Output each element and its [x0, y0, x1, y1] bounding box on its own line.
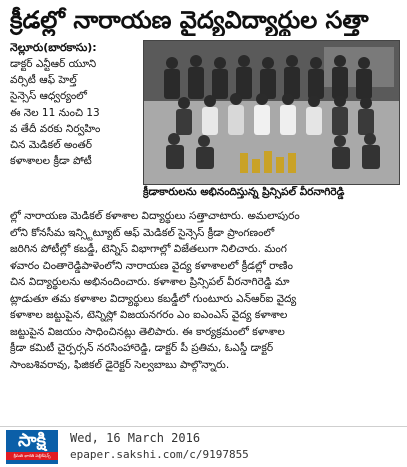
body-line: ల్లో నారాయణ మెడికల్ కళాశాల విద్యార్థులు సత్తాచాటారు. అమలాపురం	[10, 210, 300, 222]
body-line: చిన విద్యార్థులను అభినందించారు. కళాశాల ప్రిన్సిపల్ వీరనాగిరెడ్డి మా	[10, 276, 290, 288]
footer-bar	[0, 426, 407, 467]
body-line: జరిగిన పోటీల్లో కబడ్డీ, టెన్నిస్ విభాగాల్లో విజేతలుగా నిలిచారు. మంగ	[10, 243, 287, 255]
intro-line: సైన్సెస్ ఆధ్వర్యంలో	[10, 90, 87, 103]
article-intro	[10, 56, 138, 169]
intro-line: కళాశాలల క్రీడా పోటీ	[10, 155, 92, 168]
body-line: జట్టుపైన విజయం సాధించినట్లు తెలిపారు. ఈ కార్యక్రమంలో కళాశాల	[10, 325, 285, 338]
body-line: లోని కోనసీమ ఇన్స్టిట్యూట్ ఆఫ్ మెడికల్ సైన్సెస్ క్రీడా ప్రాంగణంలో	[10, 226, 275, 239]
body-line: సాంబశివరావు, ఫిజికల్ డైరెక్టర్ సెల్వబాబు పాల్గొన్నారు.	[10, 358, 230, 371]
body-line: కళాశాల జట్టుపైన, టెన్నిస్లో విజయనగరం ఎం ఐఎంఎస్ వైద్య కళాశాల	[10, 309, 288, 321]
intro-line: ఈ నెల 11 నుంచి 13	[10, 106, 100, 119]
intro-line: వ తేదీ వరకు నిర్వహిం	[10, 122, 101, 135]
team-photo-illustration	[144, 41, 399, 184]
article-dateline: నెల్లూరు(బారకాసు):	[10, 41, 97, 54]
sakshi-logo	[6, 430, 58, 464]
article-headline: క్రీడల్లో నారాయణ వైద్యవిద్యార్థుల సత్తా	[10, 5, 369, 34]
intro-line: డాక్టర్ ఎన్టీఆర్ యూని	[10, 58, 97, 70]
body-line: క్రీడా కమిటీ చైర్పర్సన్ నరసింహారెడ్డి, డాక్టర్ పీ ప్రతిమ, ఓఎస్డీ డాక్టర్	[10, 342, 274, 354]
article-body	[10, 208, 400, 373]
body-line: ళవారం చింతారెడ్డిపాళెంలోని నారాయణ వైద్య కళాశాలలో క్రీడల్లో రాణిం	[10, 259, 293, 272]
epaper-link[interactable]: epaper.sakshi.com/c/9197855	[70, 448, 249, 461]
logo-tagline: శ్రీమతి భారతి పబ్లికేషన్స్	[6, 452, 58, 460]
intro-line: వర్సిటీ ఆఫ్ హెల్త్	[10, 74, 77, 87]
logo-text: సాక్షి	[18, 430, 46, 451]
team-photo	[143, 40, 400, 185]
edition-date: Wed, 16 March 2016	[70, 431, 201, 445]
intro-line: చిన మెడికల్ అంతర్	[10, 138, 93, 151]
body-line: ట్లాడుతూ తమ కళాశాల విద్యార్థులు కబడ్డీలో గుంటూరు ఎన్ఆర్ఐ వైద్య	[10, 292, 297, 305]
photo-caption: క్రీడాకారులను అభినందిస్తున్న ప్రిన్సిపల్ వీరనాగిరెడ్డి	[143, 186, 345, 198]
